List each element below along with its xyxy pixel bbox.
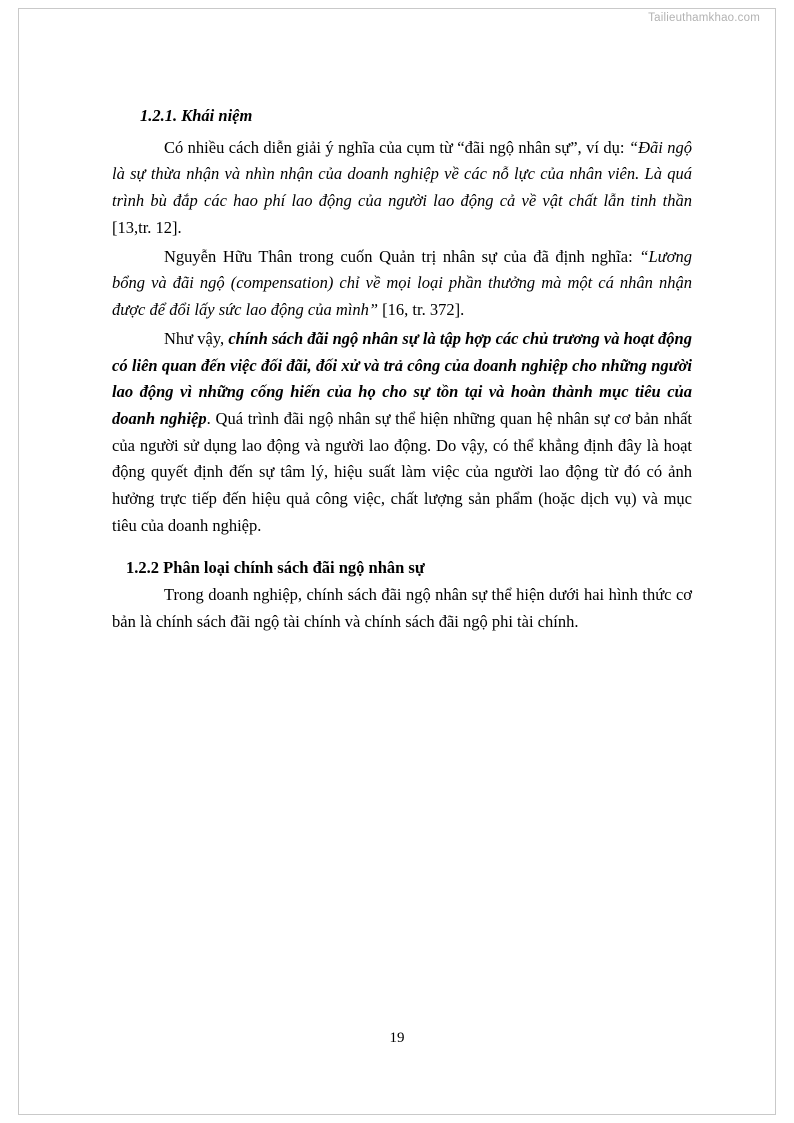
para-2-cite: [16, tr. 372]. bbox=[378, 300, 465, 320]
para-3-lead: Như vậy, bbox=[164, 328, 229, 348]
para-3-emphasis: chính sách đãi ngộ nhân sự là tập hợp các chủ trương và hoạt động có liên quan đến việc đối đãi, đối xử và trả công của doanh nghiệp cho những người lao động vì những cống hiến của họ cho sự tồn tại và hoàn thành mục tiêu của doanh nghiệp bbox=[112, 328, 692, 428]
para-1-quote: “Đãi ngộ là sự thừa nhận và nhìn nhận của doanh nghiệp về các nỗ lực của nhân viên. Là quá trình bù đắp các hao phí lao động của người lao động cả về vật chất lẫn tinh thần bbox=[112, 137, 692, 211]
paragraph-classification: Trong doanh nghiệp, chính sách đãi ngộ nhân sự thể hiện dưới hai hình thức cơ bản là chính sách đãi ngộ tài chính và chính sách đãi ngộ phi tài chính. bbox=[112, 585, 692, 631]
page-number: 19 bbox=[389, 1030, 405, 1046]
paragraph-definition-2 bbox=[112, 244, 692, 324]
paragraph-definition-1 bbox=[112, 135, 692, 242]
para-2-quote: “Lương bổng và đãi ngộ (compensation) chỉ về mọi loại phần thưởng mà một cá nhân nhận được để đổi lấy sức lao động của mình” bbox=[112, 246, 692, 320]
para-2-lead: Nguyễn Hữu Thân trong cuốn Quản trị nhân sự của đã định nghĩa: bbox=[164, 246, 640, 266]
para-1-lead: Có nhiều cách diễn giải ý nghĩa của cụm từ “đãi ngộ nhân sự”, ví dụ: bbox=[164, 137, 629, 157]
para-3-tail: . Quá trình đãi ngộ nhân sự thể hiện những quan hệ nhân sự cơ bản nhất của người sử dụng lao động và người lao động. Do vậy, có thể khẳng định đây là hoạt động quyết định đến sự tâm lý, hiệu suất làm việc của người lao động từ đó có ảnh hưởng trực tiếp đến hiệu quả công việc, chất lượng sản phẩm (hoặc dịch vụ) và mục tiêu của doanh nghiệp. bbox=[112, 408, 692, 535]
para-1-cite: [13,tr. 12]. bbox=[112, 217, 182, 237]
paragraph-conclusion bbox=[112, 326, 692, 540]
page-content bbox=[112, 104, 692, 636]
watermark: Tailieuthamkhao.com bbox=[648, 12, 760, 24]
section-heading-1-2-2: 1.2.2 Phân loại chính sách đãi ngộ nhân sự bbox=[126, 557, 425, 577]
section-heading-1-2-1: 1.2.1. Khái niệm bbox=[140, 106, 253, 125]
